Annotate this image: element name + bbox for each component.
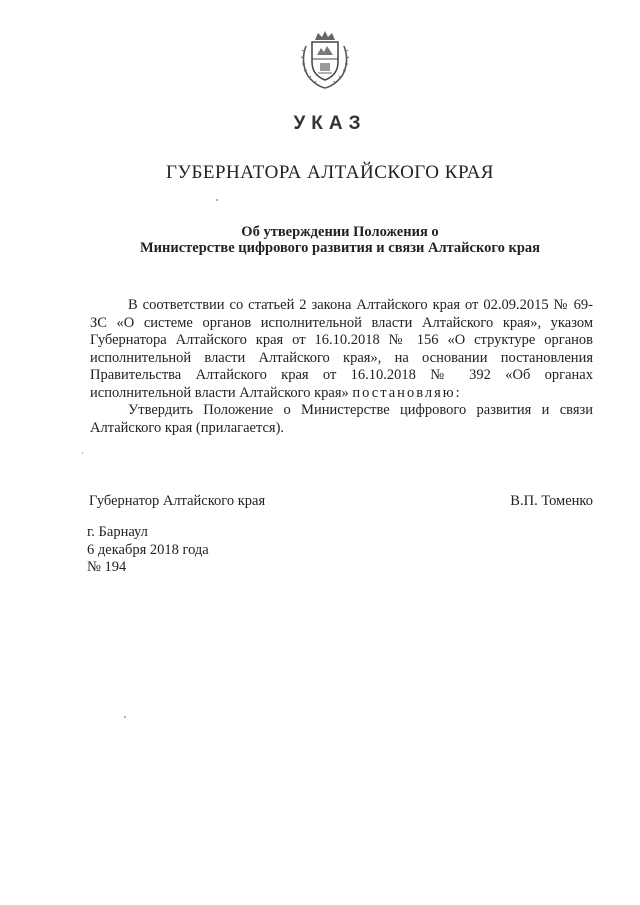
subject-line-2: Министерстве цифрового развития и связи Алтайского края [140, 240, 540, 256]
document-body [90, 297, 593, 437]
coat-of-arms-icon [298, 28, 352, 90]
scan-speck [124, 716, 126, 718]
document-meta [87, 524, 209, 577]
decree-word: постановляю: [352, 384, 462, 401]
body-paragraph-1-text: В соответствии со статьей 2 закона Алтайского края от 02.09.2015 № 69-ЗС «О системе органов исполнительной власти Алтайского края», указом Губернатора Алтайского края от 16.10.2018 № 156 «О структуре органов исполнительной власти Алтайского края», на основании постановления Правительства Алтайского края от 16.10.2018 № 392 «Об органах исполнительной власти Алтайского края» [90, 297, 593, 401]
signatory-title: Губернатор Алтайского края [89, 493, 266, 509]
issuer-title: ГУБЕРНАТОРА АЛТАЙСКОГО КРАЯ [166, 162, 494, 183]
document-number: № 194 [87, 559, 127, 575]
document-date: 6 декабря 2018 года [87, 541, 209, 558]
body-paragraph-2: Утвердить Положение о Министерстве цифрового развития и связи Алтайского края (прилагается). [90, 402, 593, 436]
subject-line-1: Об утверждении Положения о [241, 224, 439, 240]
scan-speck [216, 199, 218, 201]
document-type: УКАЗ [293, 113, 367, 134]
document-place: г. Барнаул [87, 524, 148, 540]
body-paragraph-1 [90, 297, 593, 402]
document-subject [120, 224, 560, 256]
scan-speck [82, 452, 83, 454]
signatory-name: В.П. Томенко [510, 493, 593, 509]
